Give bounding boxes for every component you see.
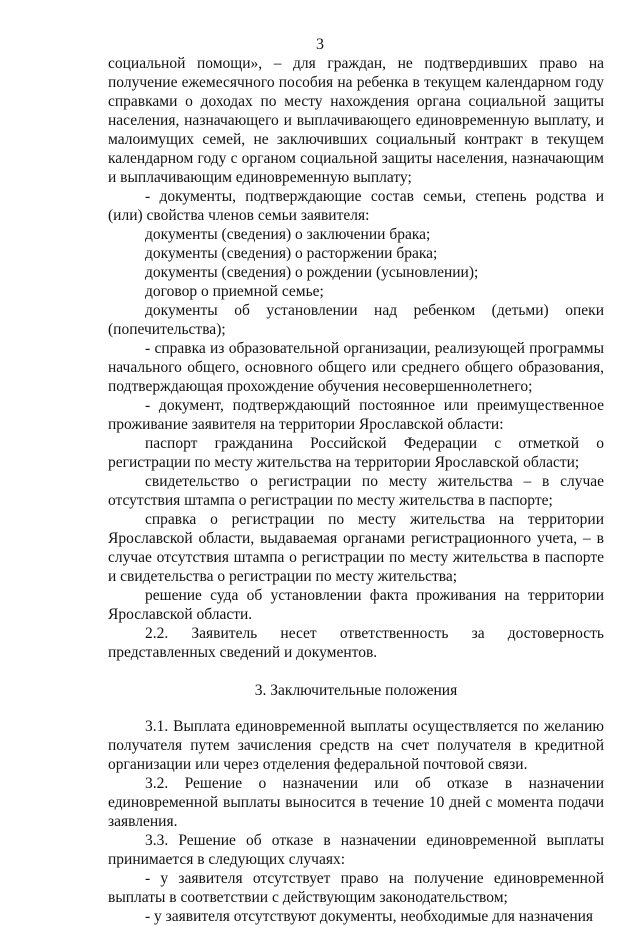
paragraph: решение суда об установлении факта проживания на территории Ярославской области.	[108, 587, 604, 623]
paragraph: - у заявителя отсутствуют документы, необходимые для назначения	[145, 908, 594, 925]
section-heading: 3. Заключительные положения	[254, 682, 458, 699]
paragraph: - документ, подтверждающий постоянное или преимущественное проживание заявителя на территории Ярославской области:	[108, 397, 604, 433]
paragraph: документы (сведения) о рождении (усыновлении);	[145, 264, 479, 281]
document-body	[108, 54, 604, 926]
paragraph: 3.3. Решение об отказе в назначении единовременной выплаты принимается в следующих случаях:	[108, 832, 604, 868]
paragraph: 2.2. Заявитель несет ответственность за достоверность представленных сведений и документов.	[108, 625, 604, 661]
paragraph: социальной помощи», – для граждан, не подтвердивших право на получение ежемесячного пособия на ребенка в текущем календарном году справками о доходах по месту нахождения органа социальной защиты населения, назначающего и выплачивающего единовременную выплату, и малоимущих семей, не заключивших социальный контракт в текущем календарном году с органом социальной защиты населения, назначающим и выплачивающим единовременную выплату;	[108, 55, 604, 186]
spacer	[108, 700, 604, 717]
paragraph: паспорт гражданина Российской Федерации с отметкой о регистрации по месту жительства на территории Ярославской области;	[108, 435, 604, 471]
page-number: 3	[316, 36, 324, 53]
paragraph: справка о регистрации по месту жительства на территории Ярославской области, выдаваемая органами регистрационного учета, – в случае отсутствия штампа о регистрации по месту жительства в паспорте и свидетельства о регистрации по месту жительства;	[108, 511, 604, 585]
paragraph: договор о приемной семье;	[145, 283, 324, 300]
spacer	[108, 662, 604, 681]
paragraph: документы (сведения) о заключении брака;	[145, 226, 431, 243]
paragraph: документы (сведения) о расторжении брака;	[145, 245, 438, 262]
paragraph: - у заявителя отсутствует право на получение единовременной выплаты в соответствии с действующим законодательством;	[108, 870, 604, 906]
paragraph: - справка из образовательной организации, реализующей программы начального общего, основного общего или среднего общего образования, подтверждающая прохождение обучения несовершеннолетнего;	[108, 340, 604, 395]
paragraph: - документы, подтверждающие состав семьи, степень родства и (или) свойства членов семьи заявителя:	[108, 188, 604, 224]
paragraph: свидетельство о регистрации по месту жительства – в случае отсутствия штампа о регистрации по месту жительства в паспорте;	[108, 473, 604, 509]
paragraph: 3.2. Решение о назначении или об отказе в назначении единовременной выплаты выносится в течение 10 дней с момента подачи заявления.	[108, 775, 604, 830]
paragraph: документы об установлении над ребенком (детьми) опеки (попечительства);	[108, 302, 604, 338]
paragraph: 3.1. Выплата единовременной выплаты осуществляется по желанию получателя путем зачисления средств на счет получателя в кредитной организации или через отделения федеральной почтовой связи.	[108, 718, 604, 773]
